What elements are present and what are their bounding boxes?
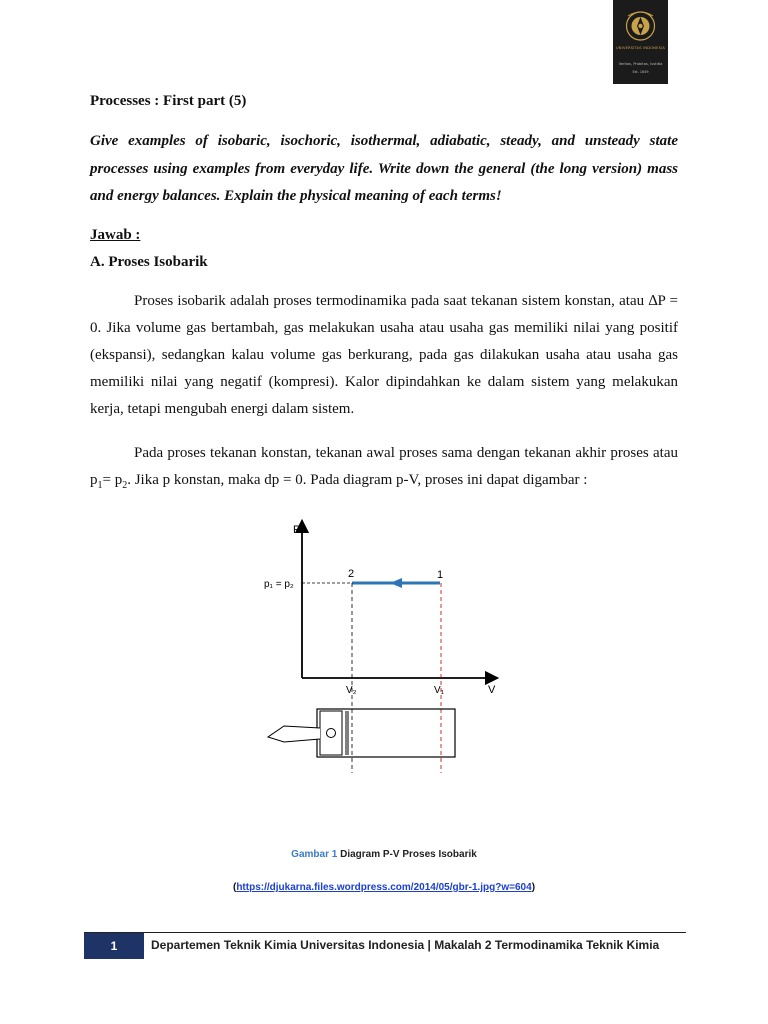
point-2-label: 2 [348,568,355,580]
paragraph2-part2: = p [102,472,123,488]
point-1-label: 1 [437,569,444,581]
pressure-label: p₁ = p₂ [264,579,294,590]
paragraph-constant-pressure [90,440,678,499]
subscript-1: 1 [97,480,103,491]
figure-source [0,882,768,893]
logo-est: Est. 1849 [632,70,649,74]
page-title: Processes : First part (5) [90,93,247,109]
section-title: A. Proses Isobarik [90,254,208,270]
makara-seal-icon [613,2,668,48]
source-link[interactable]: https://djukarna.files.wordpress.com/2014/05/gbr-1.jpg?w=604 [236,882,532,893]
footer-divider [84,932,686,933]
paragraph2-part1: Pada proses tekanan konstan, tekanan awal proses sama dengan tekanan akhir proses atau p [90,445,678,488]
v2-label: V₂ [346,685,357,696]
v1-label: V₁ [434,685,445,696]
source-open: ( [232,882,237,893]
pv-diagram [262,518,502,780]
connecting-rod [268,726,320,742]
figure-caption [0,849,768,860]
paragraph2-part3: . Jika p konstan, maka dp = 0. Pada diagram p-V, proses ini dapat digambar : [127,472,588,488]
university-logo [613,0,668,84]
subscript-2: 2 [122,480,128,491]
answer-heading: Jawab : [90,227,141,243]
v-axis-label: V [488,684,496,696]
source-close: ) [531,882,536,893]
p-axis-label: P [293,524,301,536]
footer-text: Departemen Teknik Kimia Universitas Indonesia | Makalah 2 Termodinamika Teknik Kimia [151,938,660,952]
caption-text: Diagram P-V Proses Isobarik [337,849,477,860]
question-text: Give examples of isobaric, isochoric, isothermal, adiabatic, steady, and unsteady state processes using examples from everyday life. Write down the general (the long version) mass and energy balances. Explain the physical meaning of each terms! [90,133,678,204]
page-number: 1 [84,933,144,959]
paragraph-isobaric-definition: Proses isobarik adalah proses termodinamika pada saat tekanan sistem konstan, atau ∆P = 0. Jika volume gas bertambah, gas melakukan usaha atau usaha gas memiliki nilai yang positif (ekspansi), sedangkan kalau volume gas berkurang, pada gas dilakukan usaha atau usaha gas memiliki nilai yang negatif (kompresi). Kalor dipindahkan ke dalam sistem yang melakukan kerja, tetapi mengubah energi dalam sistem. [90,293,678,417]
process-direction-arrow [390,578,402,588]
caption-label: Gambar 1 [291,849,338,860]
piston-pin [327,729,336,738]
logo-university-name: UNIVERSITAS INDONESIA [615,46,666,50]
logo-motto: Veritas, Probitas, Iustitia [618,62,663,66]
